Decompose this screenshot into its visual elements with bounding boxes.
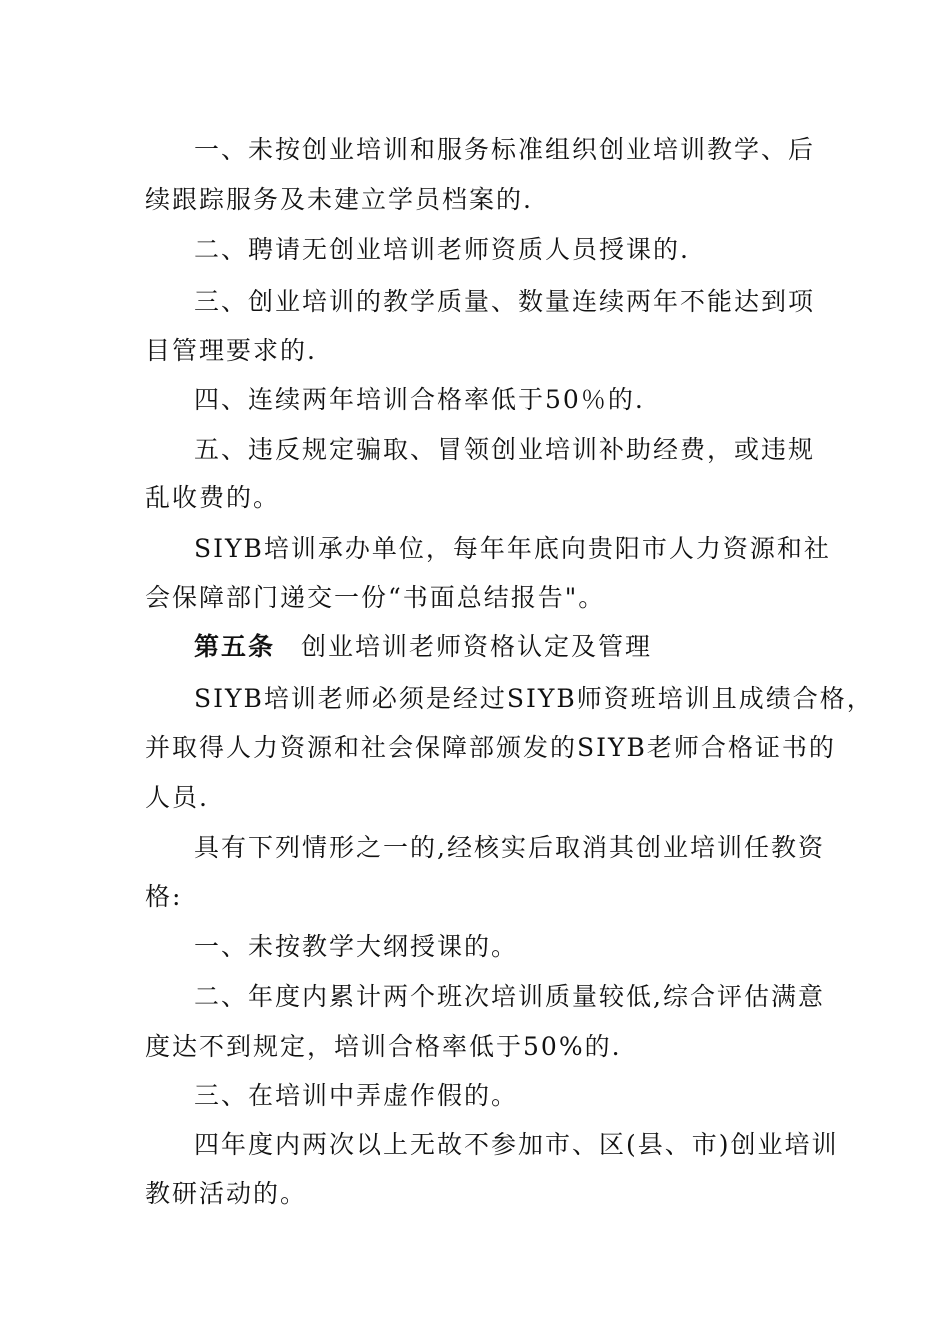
text-line: SIYB培训承办单位，每年年底向贵阳市人力资源和社 [194, 534, 831, 563]
text-line: 续跟踪服务及未建立学员档案的. [145, 185, 533, 214]
text-line: 教研活动的。 [145, 1179, 308, 1208]
text-line: 五、违反规定骗取、冒领创业培训补助经费，或违规 [194, 435, 816, 464]
text-line: 一、未按教学大纲授课的。 [194, 932, 519, 961]
text-line: 三、创业培训的教学质量、数量连续两年不能达到项 [194, 287, 816, 316]
text-line: 目管理要求的. [145, 336, 317, 365]
text-line: 度达不到规定，培训合格率低于50%的. [145, 1032, 622, 1061]
text-line: 人员. [145, 783, 209, 812]
text-line: 乱收费的。 [145, 483, 281, 512]
text-line: 格: [145, 882, 183, 911]
article-number: 第五条 [194, 632, 276, 661]
article-title: 创业培训老师资格认定及管理 [301, 632, 653, 661]
text-line: 二、聘请无创业培训老师资质人员授课的. [194, 235, 690, 264]
text-line: 二、年度内累计两个班次培训质量较低,综合评估满意 [194, 982, 825, 1011]
text-line: 具有下列情形之一的,经核实后取消其创业培训任教资 [194, 833, 825, 862]
heading-line [194, 630, 652, 664]
text-line: 四年度内两次以上无故不参加市、区(县、市)创业培训 [194, 1130, 839, 1159]
text-line: 四、连续两年培训合格率低于50％的. [194, 385, 645, 414]
text-line: 会保障部门递交一份“书面总结报告"。 [145, 583, 606, 612]
text-line: 三、在培训中弄虚作假的。 [194, 1081, 519, 1110]
text-line: 并取得人力资源和社会保障部颁发的SIYB老师合格证书的 [145, 733, 836, 762]
text-line: 一、未按创业培训和服务标准组织创业培训教学、后 [194, 135, 816, 164]
text-line: SIYB培训老师必须是经过SIYB师资班培训且成绩合格， [194, 684, 874, 713]
